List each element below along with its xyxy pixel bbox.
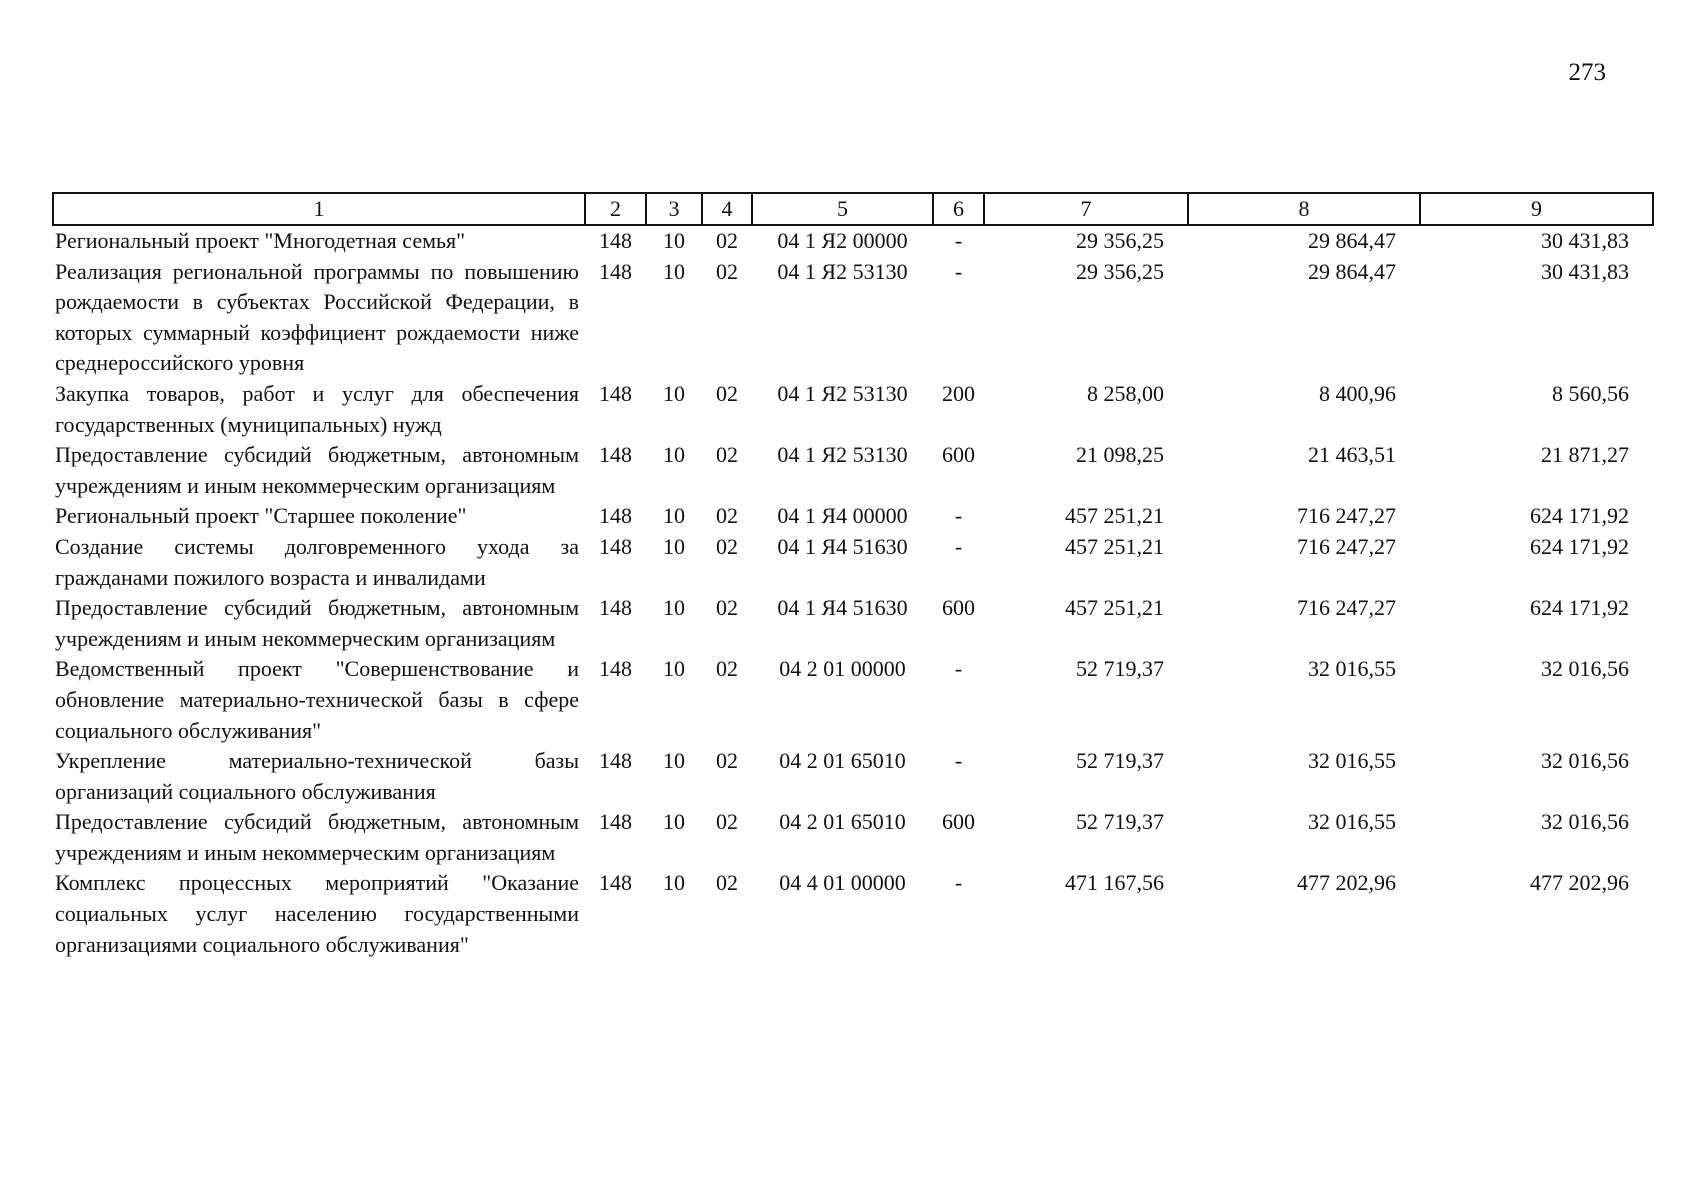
admin-code: 148: [599, 228, 632, 253]
expense-type-code: -: [954, 870, 963, 896]
item-name: Ведомственный проект "Совершенствование и обновление материально-технической базы в сфере социального обслуживания": [55, 656, 579, 743]
amount-col-7: 457 251,21: [1065, 595, 1164, 621]
table-row: [53, 257, 1653, 379]
admin-code: 148: [599, 533, 632, 559]
target-article-code: 04 1 Я2 53130: [777, 442, 908, 468]
amount-col-9: 624 171,92: [1530, 503, 1629, 529]
section-code: 10: [663, 533, 685, 559]
target-article-code: 04 1 Я4 51630: [777, 533, 908, 559]
expense-type-code: -: [954, 228, 963, 253]
amount-col-7: 52 719,37: [1076, 656, 1164, 682]
amount-col-9: 21 871,27: [1541, 442, 1629, 468]
amount-col-9: 624 171,92: [1530, 533, 1629, 559]
expense-type-code: -: [954, 258, 963, 284]
column-header: 1: [53, 193, 585, 225]
amount-col-8: 32 016,55: [1308, 656, 1396, 682]
column-header: 5: [752, 193, 933, 225]
column-header: 2: [585, 193, 646, 225]
subsection-code: 02: [716, 258, 738, 284]
table-row: [53, 379, 1653, 440]
item-name: Предоставление субсидий бюджетным, автономным учреждениям и иным некоммерческим организациям: [55, 809, 579, 865]
admin-code: 148: [599, 595, 632, 621]
item-name: Реализация региональной программы по повышению рождаемости в субъектах Российской Федерации, в которых суммарный коэффициент рождаемости ниже среднероссийского уровня: [55, 258, 579, 376]
table-row: [53, 501, 1653, 532]
amount-col-9: 32 016,56: [1541, 809, 1629, 835]
target-article-code: 04 1 Я2 53130: [777, 258, 908, 284]
amount-col-8: 8 400,96: [1319, 380, 1396, 406]
section-code: 10: [663, 380, 685, 406]
subsection-code: 02: [716, 748, 738, 774]
section-code: 10: [663, 595, 685, 621]
table-row: [53, 868, 1653, 960]
subsection-code: 02: [716, 228, 738, 253]
table-header: [53, 193, 1653, 225]
target-article-code: 04 1 Я4 51630: [777, 595, 908, 621]
column-header: 4: [702, 193, 752, 225]
target-article-code: 04 1 Я4 00000: [777, 503, 908, 529]
amount-col-8: 29 864,47: [1308, 228, 1396, 253]
amount-col-7: 471 167,56: [1065, 870, 1164, 896]
column-header: 8: [1188, 193, 1420, 225]
amount-col-9: 32 016,56: [1541, 656, 1629, 682]
table-row: [53, 807, 1653, 868]
target-article-code: 04 1 Я2 00000: [777, 228, 908, 253]
column-header: 9: [1420, 193, 1653, 225]
expense-type-code: -: [954, 748, 963, 774]
amount-col-9: 8 560,56: [1552, 380, 1629, 406]
target-article-code: 04 2 01 00000: [779, 656, 906, 682]
item-name: Региональный проект "Многодетная семья": [55, 228, 466, 253]
amount-col-7: 29 356,25: [1076, 258, 1164, 284]
amount-col-8: 32 016,55: [1308, 748, 1396, 774]
section-code: 10: [663, 870, 685, 896]
target-article-code: 04 2 01 65010: [779, 809, 906, 835]
amount-col-8: 716 247,27: [1297, 503, 1396, 529]
amount-col-7: 21 098,25: [1076, 442, 1164, 468]
amount-col-9: 32 016,56: [1541, 748, 1629, 774]
amount-col-7: 52 719,37: [1076, 809, 1164, 835]
admin-code: 148: [599, 809, 632, 835]
expense-type-code: 600: [942, 595, 975, 621]
section-code: 10: [663, 503, 685, 529]
subsection-code: 02: [716, 380, 738, 406]
table-body: [53, 225, 1653, 960]
subsection-code: 02: [716, 809, 738, 835]
page-number: 273: [1568, 59, 1606, 86]
subsection-code: 02: [716, 503, 738, 529]
item-name: Закупка товаров, работ и услуг для обеспечения государственных (муниципальных) нужд: [55, 380, 579, 437]
item-name: Предоставление субсидий бюджетным, автономным учреждениям и иным некоммерческим организациям: [55, 442, 579, 498]
budget-table: [52, 192, 1654, 960]
subsection-code: 02: [716, 870, 738, 896]
column-header: 7: [984, 193, 1188, 225]
amount-col-8: 477 202,96: [1297, 870, 1396, 896]
admin-code: 148: [599, 748, 632, 774]
expense-type-code: -: [954, 503, 963, 529]
subsection-code: 02: [716, 595, 738, 621]
target-article-code: 04 4 01 00000: [779, 870, 906, 896]
table-row: [53, 654, 1653, 746]
item-name: Региональный проект "Старшее поколение": [55, 503, 467, 529]
amount-col-7: 52 719,37: [1076, 748, 1164, 774]
amount-col-7: 29 356,25: [1076, 228, 1164, 253]
amount-col-8: 716 247,27: [1297, 533, 1396, 559]
item-name: Комплекс процессных мероприятий "Оказание социальных услуг населению государственными организациями социального обслуживания": [55, 870, 579, 957]
amount-col-7: 457 251,21: [1065, 533, 1164, 559]
admin-code: 148: [599, 656, 632, 682]
amount-col-8: 32 016,55: [1308, 809, 1396, 835]
amount-col-9: 30 431,83: [1541, 258, 1629, 284]
amount-col-7: 457 251,21: [1065, 503, 1164, 529]
section-code: 10: [663, 748, 685, 774]
subsection-code: 02: [716, 442, 738, 468]
section-code: 10: [663, 656, 685, 682]
admin-code: 148: [599, 258, 632, 284]
amount-col-8: 21 463,51: [1308, 442, 1396, 468]
expense-type-code: -: [954, 533, 963, 559]
item-name: Создание системы долговременного ухода за гражданами пожилого возраста и инвалидами: [55, 533, 579, 590]
table-row: [53, 440, 1653, 501]
expense-type-code: -: [954, 656, 963, 682]
target-article-code: 04 2 01 65010: [779, 748, 906, 774]
item-name: Укрепление материально-технической базы организаций социального обслуживания: [55, 748, 579, 804]
amount-col-8: 29 864,47: [1308, 258, 1396, 284]
expense-type-code: 200: [942, 380, 975, 406]
table-row: [53, 593, 1653, 654]
admin-code: 148: [599, 380, 632, 406]
table-row: [53, 532, 1653, 593]
subsection-code: 02: [716, 656, 738, 682]
header-row: [53, 193, 1653, 225]
expense-type-code: 600: [942, 809, 975, 835]
amount-col-9: 30 431,83: [1541, 228, 1629, 253]
amount-col-7: 8 258,00: [1087, 380, 1164, 406]
amount-col-9: 477 202,96: [1530, 870, 1629, 896]
item-name: Предоставление субсидий бюджетным, автономным учреждениям и иным некоммерческим организациям: [55, 595, 579, 651]
section-code: 10: [663, 442, 685, 468]
amount-col-9: 624 171,92: [1530, 595, 1629, 621]
section-code: 10: [663, 809, 685, 835]
subsection-code: 02: [716, 533, 738, 559]
section-code: 10: [663, 258, 685, 284]
admin-code: 148: [599, 870, 632, 896]
amount-col-8: 716 247,27: [1297, 595, 1396, 621]
section-code: 10: [663, 228, 685, 253]
table-row: [53, 225, 1653, 257]
table-row: [53, 746, 1653, 807]
target-article-code: 04 1 Я2 53130: [777, 380, 908, 406]
expense-type-code: 600: [942, 442, 975, 468]
admin-code: 148: [599, 503, 632, 529]
admin-code: 148: [599, 442, 632, 468]
column-header: 3: [646, 193, 702, 225]
column-header: 6: [933, 193, 984, 225]
